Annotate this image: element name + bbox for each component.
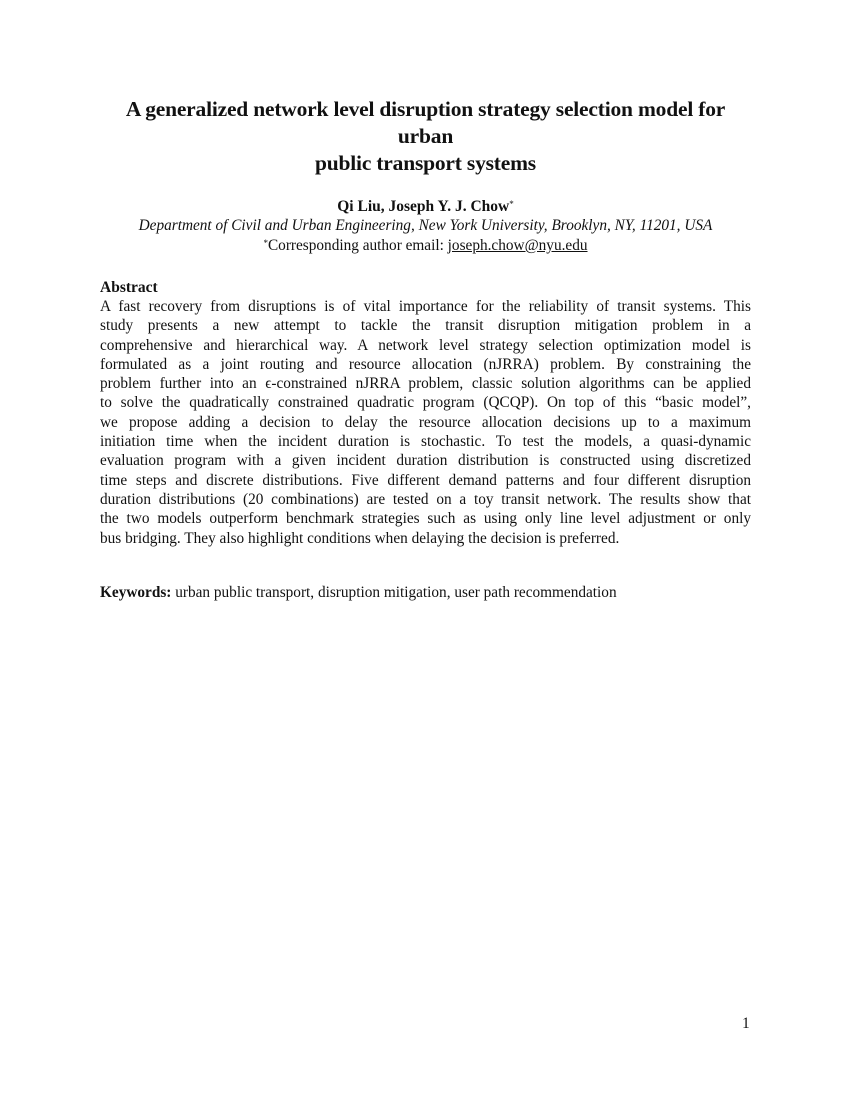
author-list bbox=[100, 197, 751, 216]
abstract-line: evaluation program with a given incident duration distribution is constructed using discretized bbox=[100, 452, 751, 470]
title-line-2: public transport systems bbox=[315, 151, 536, 175]
abstract-line: time steps and discrete distributions. Five different demand patterns and four different disruption bbox=[100, 471, 751, 489]
keywords-label: Keywords: bbox=[100, 583, 172, 601]
paper-page bbox=[100, 96, 751, 602]
corresponding-author bbox=[100, 236, 751, 255]
abstract-line: duration distributions (20 combinations) are tested on a toy transit network. The results show that bbox=[100, 490, 751, 508]
abstract-line: the two models outperform benchmark strategies such as using only line level adjustment or only bbox=[100, 510, 751, 528]
abstract-line: A fast recovery from disruptions is of vital importance for the reliability of transit systems. This bbox=[100, 298, 751, 315]
corresponding-asterisk: * bbox=[263, 238, 268, 248]
abstract-body bbox=[100, 297, 751, 548]
abstract-heading: Abstract bbox=[100, 279, 158, 296]
abstract-line: initiation time when the incident duration is stochastic. To test the models, a quasi-dynamic bbox=[100, 433, 751, 451]
keywords bbox=[100, 583, 751, 602]
authors-text: Qi Liu, Joseph Y. J. Chow bbox=[337, 198, 510, 215]
abstract-line: bus bridging. They also highlight conditions when delaying the decision is preferred. bbox=[100, 529, 620, 547]
title-line-1: A generalized network level disruption strategy selection model for urban bbox=[125, 97, 726, 148]
abstract-line: comprehensive and hierarchical way. A network level strategy selection optimization model is bbox=[100, 336, 751, 354]
abstract-line: to solve the quadratically constrained quadratic program (QCQP). On top of this “basic model”, bbox=[100, 394, 751, 412]
abstract-line: study presents a new attempt to tackle the transit disruption mitigation problem in a bbox=[100, 317, 751, 335]
corresponding-label: Corresponding author email: bbox=[267, 237, 448, 254]
author-asterisk: * bbox=[509, 199, 514, 209]
affiliation: Department of Civil and Urban Engineering, New York University, Brooklyn, NY, 11201, USA bbox=[138, 217, 713, 234]
abstract-line: we propose adding a decision to delay the resource allocation decisions up to a maximum bbox=[100, 413, 751, 431]
email-link[interactable]: joseph.chow@nyu.edu bbox=[447, 237, 588, 254]
abstract-line: formulated as a joint routing and resource allocation (nJRRA) problem. By constraining the bbox=[100, 355, 751, 373]
abstract-line: problem further into an ϵ-constrained nJRRA problem, classic solution algorithms can be applied bbox=[100, 375, 751, 393]
page-number: 1 bbox=[742, 1015, 750, 1032]
paper-title bbox=[100, 96, 751, 177]
keywords-text: urban public transport, disruption mitigation, user path recommendation bbox=[171, 583, 617, 601]
